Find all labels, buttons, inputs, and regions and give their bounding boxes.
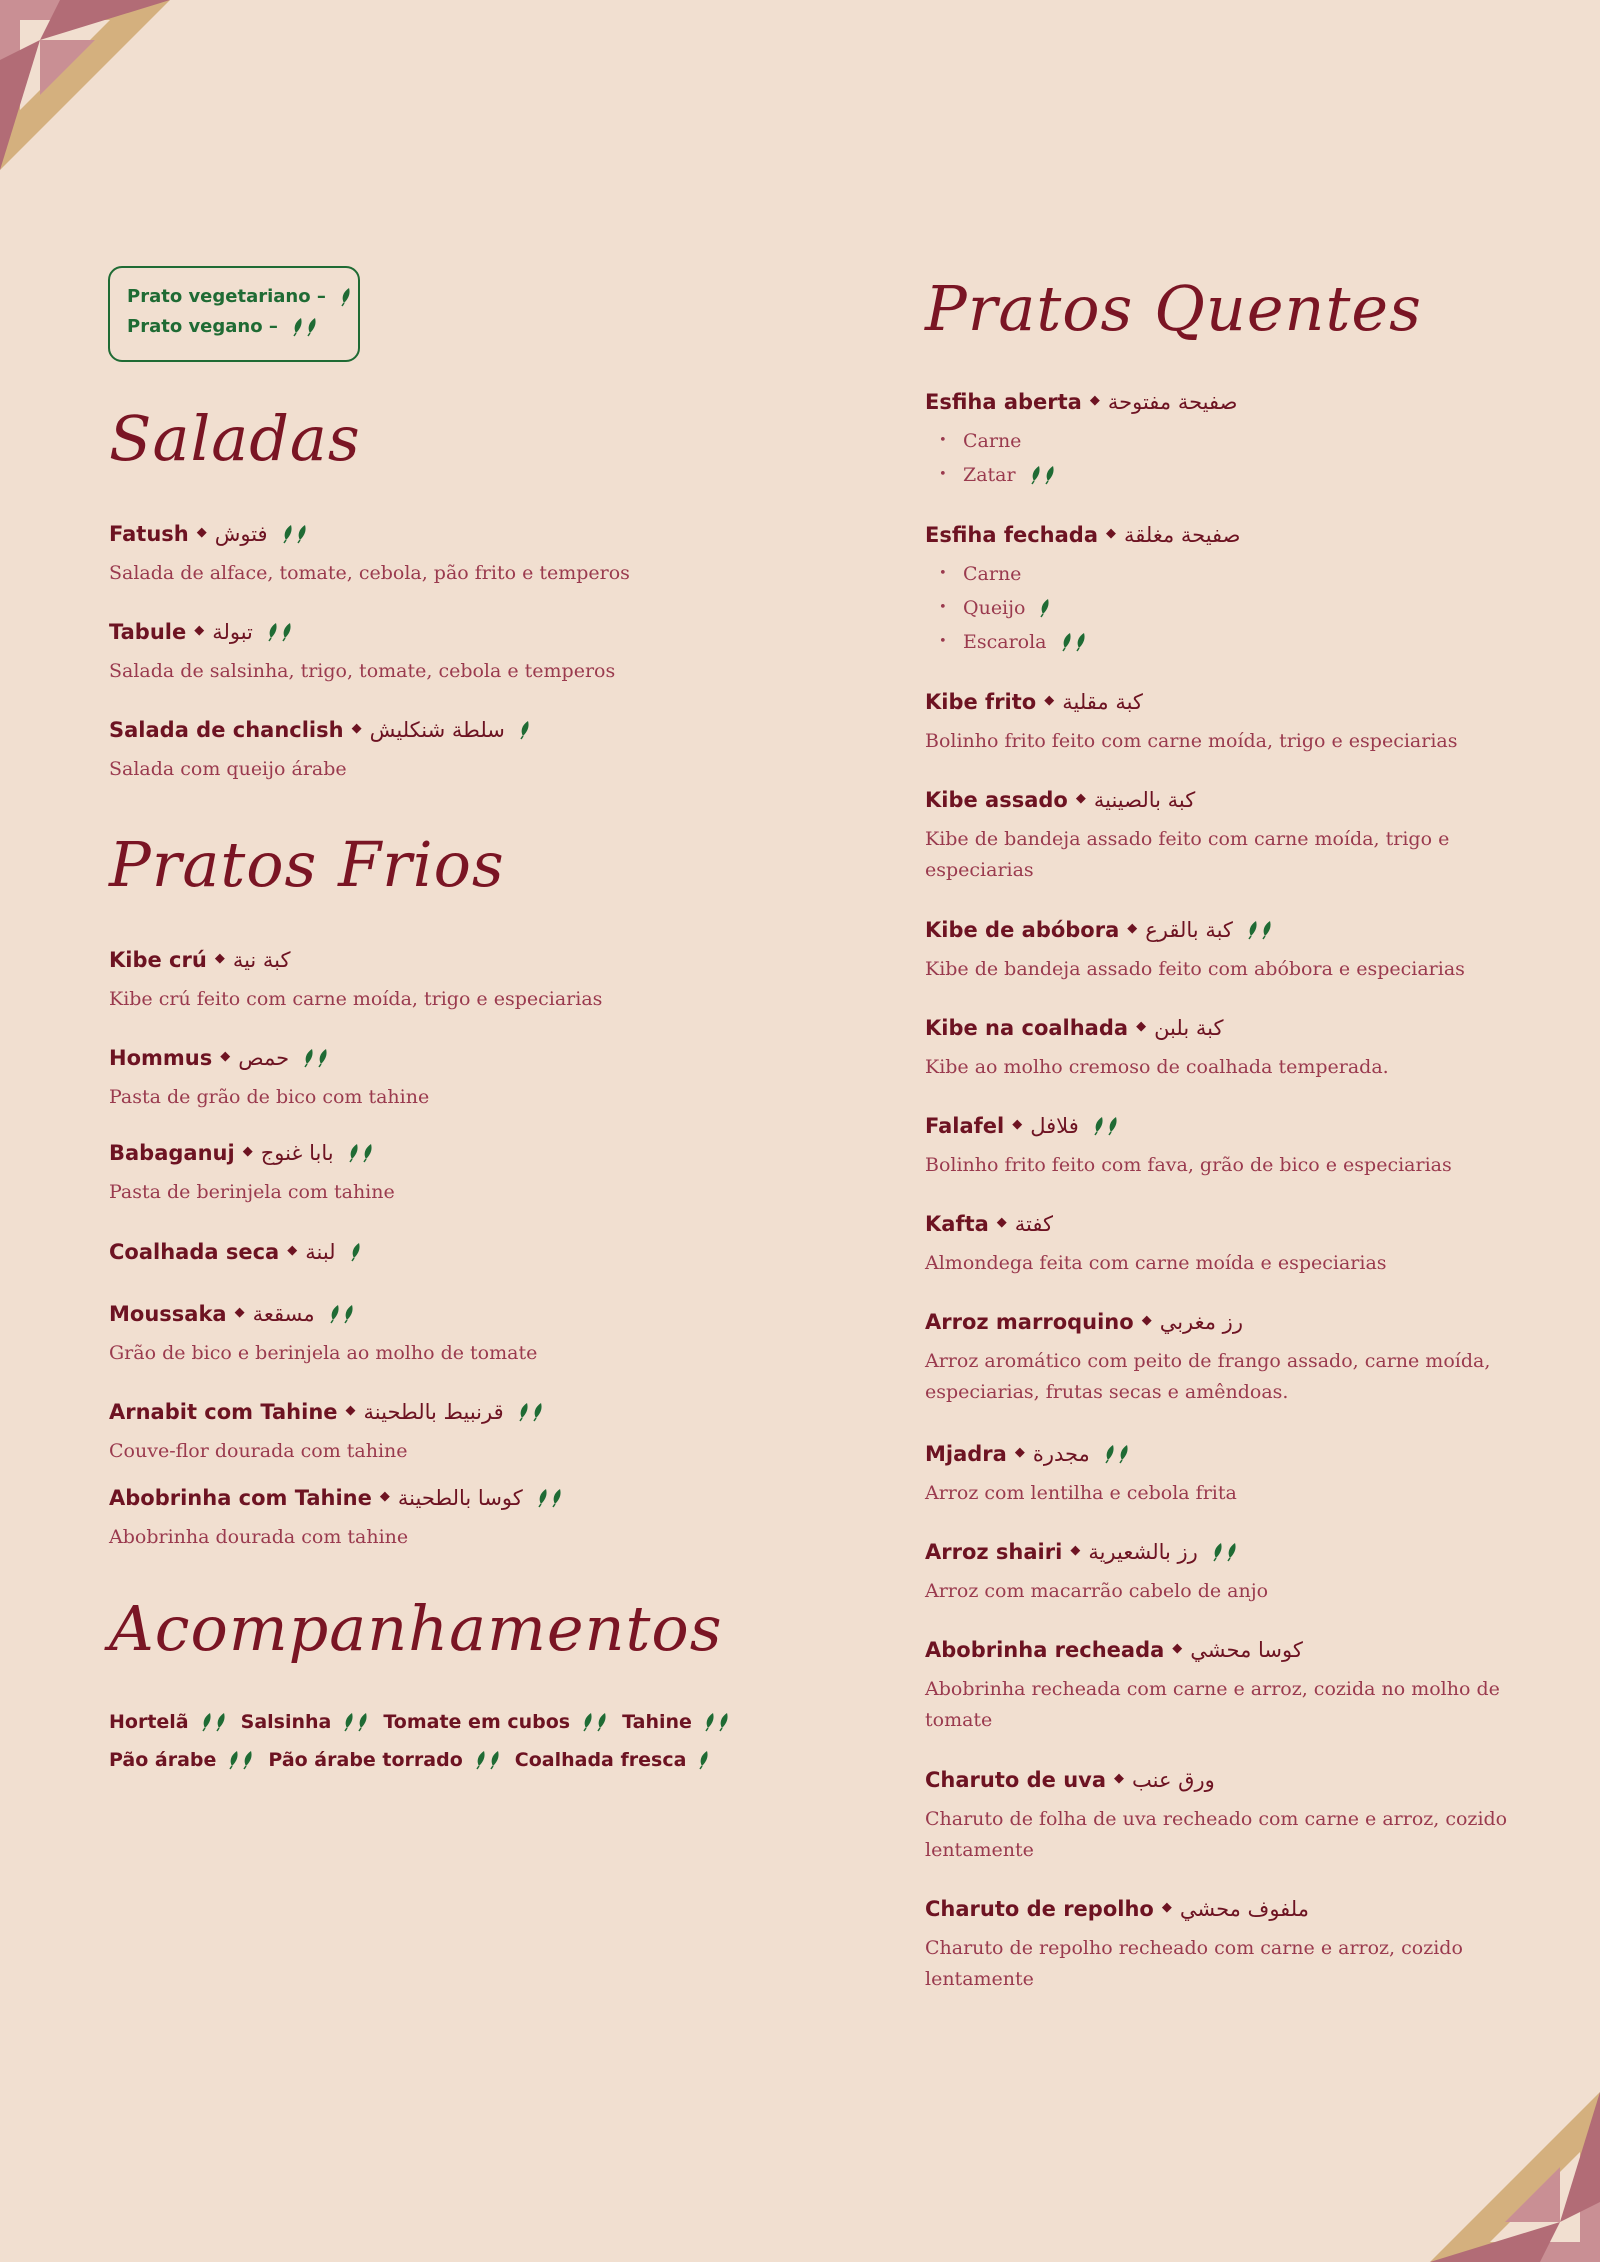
side-item-name: Coalhada fresca (514, 1749, 687, 1771)
dish-name: Charuto de repolho (925, 1897, 1154, 1921)
menu-item-title (925, 688, 1525, 716)
leaf-icon-group (280, 524, 308, 544)
separator-diamond-icon: ◆ (1172, 1641, 1183, 1656)
menu-item-title (925, 1766, 1525, 1794)
leaf-icon-group (341, 1712, 369, 1732)
legend-vegan (127, 312, 358, 342)
menu-item-title (109, 618, 729, 646)
leaf-icon-group (226, 1750, 254, 1770)
menu-item (925, 688, 1525, 757)
separator-diamond-icon: ◆ (242, 1144, 253, 1159)
leaf-icon-group (301, 1048, 329, 1068)
dish-description: Arroz aromático com peito de frango assado, carne moída, especiarias, frutas secas e amêndoas. (925, 1350, 1491, 1403)
menu-item (925, 786, 1525, 886)
leaf-icon (306, 317, 318, 337)
dish-name: Charuto de uva (925, 1768, 1107, 1792)
menu-item (109, 1398, 729, 1467)
legend-vegan-label: Prato vegano – (127, 316, 278, 337)
leaf-icon-group (580, 1712, 608, 1732)
leaf-icon-group (517, 720, 531, 740)
leaf-icon-group (516, 1402, 544, 1422)
dish-name: Arroz shairi (925, 1540, 1063, 1564)
dish-name: Kibe na coalhada (925, 1016, 1129, 1040)
dish-name-arabic: كبة بالقرع (1145, 918, 1233, 942)
leaf-icon (281, 622, 293, 642)
leaf-icon-group (290, 317, 318, 337)
leaf-icon (296, 524, 308, 544)
separator-diamond-icon: ◆ (1141, 1313, 1152, 1328)
leaf-icon (1030, 465, 1042, 485)
dish-option-label: • Queijo (963, 597, 1026, 619)
side-item (515, 1749, 711, 1771)
menu-item-title (925, 1014, 1525, 1042)
menu-item-title (925, 1308, 1525, 1336)
leaf-icon-group (696, 1750, 710, 1770)
menu-item-title (925, 521, 1525, 549)
separator-diamond-icon: ◆ (996, 1215, 1007, 1230)
side-item-name: Salsinha (240, 1711, 332, 1733)
leaf-icon (343, 1712, 355, 1732)
leaf-icon (1104, 1444, 1116, 1464)
leaf-icon-group (1102, 1444, 1130, 1464)
leaf-icon (551, 1488, 563, 1508)
dish-name-arabic: بابا غنوج (260, 1141, 334, 1165)
dish-name-arabic: حمص (238, 1046, 290, 1070)
separator-diamond-icon: ◆ (1044, 693, 1055, 708)
dish-name-arabic: ملفوف محشي (1179, 1897, 1310, 1921)
dish-description: Salada de alface, tomate, cebola, pão frito e temperos (109, 562, 630, 584)
sides-row (109, 1703, 744, 1741)
dish-option (925, 557, 1525, 591)
side-item (109, 1749, 254, 1771)
dish-name: Kibe de abóbora (925, 918, 1120, 942)
menu-item-title (925, 1112, 1525, 1140)
leaf-icon (1039, 598, 1051, 618)
leaf-icon (340, 287, 352, 307)
menu-item (109, 520, 729, 589)
separator-diamond-icon: ◆ (1106, 526, 1116, 541)
dish-name: Salada de chanclish (109, 718, 344, 742)
separator-diamond-icon: ◆ (351, 721, 362, 736)
separator-diamond-icon: ◆ (1136, 1019, 1147, 1034)
leaf-icon (242, 1750, 254, 1770)
dish-name: Arroz marroquino (925, 1310, 1134, 1334)
dish-description: Arroz com macarrão cabelo de anjo (925, 1580, 1269, 1602)
side-item (622, 1711, 730, 1733)
leaf-icon (317, 1048, 329, 1068)
leaf-icon-group (199, 1712, 227, 1732)
dish-description: Kibe crú feito com carne moída, trigo e especiarias (109, 988, 603, 1010)
dish-option-label: • Carne (963, 563, 1022, 585)
dish-name-arabic: قرنبيط بالطحينة (363, 1400, 504, 1424)
leaf-icon (1075, 632, 1087, 652)
separator-diamond-icon: ◆ (1114, 1771, 1125, 1786)
separator-diamond-icon: ◆ (1161, 1900, 1172, 1915)
dish-name: Babaganuj (109, 1141, 235, 1165)
menu-item (925, 1895, 1525, 1995)
leaf-icon-group (265, 622, 293, 642)
dish-name: Falafel (925, 1114, 1005, 1138)
separator-diamond-icon: ◆ (1012, 1117, 1023, 1132)
leaf-icon (1093, 1116, 1105, 1136)
dish-name: Fatush (109, 522, 189, 546)
separator-diamond-icon: ◆ (234, 1305, 245, 1320)
leaf-icon (292, 317, 304, 337)
side-item-name: Pão árabe (109, 1749, 217, 1771)
menu-item-title (109, 1398, 729, 1426)
side-item (383, 1711, 608, 1733)
dish-option (925, 591, 1525, 625)
corner-ornament-top-left (0, 0, 170, 170)
section-title-acompanhamentos: Acompanhamentos (109, 1592, 723, 1665)
dish-option (925, 424, 1525, 458)
leaf-icon-group (535, 1488, 563, 1508)
dish-description: Charuto de repolho recheado com carne e arroz, cozido lentamente (925, 1937, 1463, 1990)
menu-item (925, 1538, 1525, 1607)
dish-name: Mjadra (925, 1442, 1007, 1466)
menu-item (925, 1210, 1525, 1279)
dish-description: Bolinho frito feito com fava, grão de bico e especiarias (925, 1154, 1452, 1176)
dish-option (925, 625, 1525, 659)
dish-name-arabic: كفتة (1014, 1212, 1054, 1236)
menu-item (925, 388, 1525, 492)
leaf-icon (1061, 632, 1073, 652)
dish-description: Kibe de bandeja assado feito com abóbora e especiarias (925, 958, 1465, 980)
section-title-pratos-frios: Pratos Frios (109, 828, 505, 901)
leaf-icon-group (1210, 1542, 1238, 1562)
dish-name: Tabule (109, 620, 187, 644)
dish-description: Bolinho frito feito com carne moída, trigo e especiarias (925, 730, 1458, 752)
separator-diamond-icon: ◆ (1089, 393, 1100, 408)
menu-item-title (109, 1238, 729, 1266)
leaf-icon (228, 1750, 240, 1770)
leaf-icon-group (1059, 632, 1087, 652)
dish-name-arabic: كوسا بالطحينة (397, 1486, 523, 1510)
leaf-icon (718, 1712, 730, 1732)
menu-item-title (109, 716, 729, 744)
leaf-icon (282, 524, 294, 544)
leaf-icon (1261, 920, 1273, 940)
leaf-icon (582, 1712, 594, 1732)
dish-description: Salada de salsinha, trigo, tomate, cebola e temperos (109, 660, 616, 682)
dish-name: Esfiha fechada (925, 523, 1098, 547)
leaf-icon (329, 1304, 341, 1324)
sides-row (109, 1741, 744, 1779)
menu-item-title (109, 1139, 729, 1167)
menu-item (925, 521, 1525, 659)
dish-name: Kafta (925, 1212, 989, 1236)
leaf-icon-group (346, 1143, 374, 1163)
leaf-icon (303, 1048, 315, 1068)
menu-item (109, 1484, 729, 1553)
dish-name-arabic: كبة نية (232, 948, 291, 972)
menu-item-title (925, 1636, 1525, 1664)
leaf-icon (489, 1750, 501, 1770)
dish-name-arabic: صفيحة مفتوحة (1107, 390, 1238, 414)
side-item-name: Tomate em cubos (383, 1711, 571, 1733)
diet-legend (108, 266, 360, 362)
separator-diamond-icon: ◆ (220, 1049, 231, 1064)
dish-name-arabic: كوسا محشي (1190, 1638, 1303, 1662)
leaf-icon (348, 1143, 360, 1163)
dish-options (925, 424, 1525, 492)
dish-name-arabic: مسقعة (252, 1302, 315, 1326)
leaf-icon (596, 1712, 608, 1732)
leaf-icon (362, 1143, 374, 1163)
leaf-icon-group (1245, 920, 1273, 940)
dish-option-label: • Carne (963, 430, 1022, 452)
dish-name-arabic: رز مغربي (1159, 1310, 1243, 1334)
separator-diamond-icon: ◆ (345, 1403, 356, 1418)
dish-description: Kibe ao molho cremoso de coalhada temperada. (925, 1056, 1389, 1078)
dish-name: Arnabit com Tahine (109, 1400, 338, 1424)
menu-item-title (925, 1210, 1525, 1238)
menu-item (925, 1014, 1525, 1083)
leaf-icon-group (348, 1242, 362, 1262)
leaf-icon (357, 1712, 369, 1732)
dish-name: Abobrinha com Tahine (109, 1486, 372, 1510)
dish-name-arabic: كبة بالصينية (1093, 788, 1196, 812)
leaf-icon (343, 1304, 355, 1324)
leaf-icon (518, 1402, 530, 1422)
separator-diamond-icon: ◆ (196, 525, 207, 540)
menu-item-title (925, 1440, 1525, 1468)
dish-name: Kibe frito (925, 690, 1037, 714)
menu-item (925, 1766, 1525, 1866)
menu-item (109, 1300, 729, 1369)
dish-name-arabic: لبنة (305, 1240, 336, 1264)
side-item (109, 1711, 227, 1733)
leaf-icon (1107, 1116, 1119, 1136)
dish-name-arabic: صفيحة مغلقة (1124, 523, 1241, 547)
separator-diamond-icon: ◆ (1075, 791, 1086, 806)
corner-ornament-bottom-right (1430, 2092, 1600, 2262)
leaf-icon (704, 1712, 716, 1732)
leaf-icon (201, 1712, 213, 1732)
side-item (241, 1711, 370, 1733)
menu-item (925, 916, 1525, 985)
menu-item (925, 1112, 1525, 1181)
dish-description: Charuto de folha de uva recheado com carne e arroz, cozido lentamente (925, 1808, 1508, 1861)
menu-item (109, 1139, 729, 1208)
separator-diamond-icon: ◆ (1014, 1445, 1025, 1460)
dish-name-arabic: ورق عنب (1132, 1768, 1215, 1792)
leaf-icon (698, 1750, 710, 1770)
dish-description: Couve-flor dourada com tahine (109, 1440, 408, 1462)
menu-item-title (109, 520, 729, 548)
dish-name-arabic: سلطة شنكليش (369, 718, 505, 742)
leaf-icon (1044, 465, 1056, 485)
dish-name-arabic: كبة مقلية (1062, 690, 1143, 714)
leaf-icon (475, 1750, 487, 1770)
dish-description: Abobrinha recheada com carne e arroz, cozida no molho de tomate (925, 1678, 1500, 1731)
menu-item-title (925, 786, 1525, 814)
side-item-name: Tahine (622, 1711, 692, 1733)
dish-options (925, 557, 1525, 659)
dish-name: Moussaka (109, 1302, 227, 1326)
separator-diamond-icon: ◆ (287, 1243, 298, 1258)
leaf-icon (1212, 1542, 1224, 1562)
leaf-icon-group (473, 1750, 501, 1770)
dish-option-label: • Zatar (963, 464, 1016, 486)
menu-item (925, 1440, 1525, 1509)
dish-description: Pasta de grão de bico com tahine (109, 1086, 430, 1108)
menu-item (109, 946, 729, 1015)
menu-item (109, 716, 729, 785)
leaf-icon (1226, 1542, 1238, 1562)
dish-description: Salada com queijo árabe (109, 758, 347, 780)
menu-item-title (109, 1044, 729, 1072)
menu-item (925, 1308, 1525, 1408)
dish-name: Esfiha aberta (925, 390, 1082, 414)
legend-vegetarian (127, 282, 358, 312)
leaf-icon-group (1028, 465, 1056, 485)
section-title-pratos-quentes: Pratos Quentes (925, 272, 1422, 345)
dish-name-arabic: مجدرة (1032, 1442, 1090, 1466)
dish-description: Grão de bico e berinjela ao molho de tomate (109, 1342, 538, 1364)
sides-list (109, 1703, 744, 1779)
menu-item-title (925, 388, 1525, 416)
legend-vegetarian-label: Prato vegetariano – (127, 286, 326, 307)
menu-item-title (925, 1538, 1525, 1566)
leaf-icon (267, 622, 279, 642)
leaf-icon-group (1037, 598, 1051, 618)
dish-name: Abobrinha recheada (925, 1638, 1165, 1662)
menu-item-title (109, 1484, 729, 1512)
leaf-icon (350, 1242, 362, 1262)
dish-description: Abobrinha dourada com tahine (109, 1526, 409, 1548)
menu-item-title (925, 1895, 1525, 1923)
menu-item-title (109, 1300, 729, 1328)
side-item-name: Hortelã (109, 1711, 189, 1733)
leaf-icon (537, 1488, 549, 1508)
dish-option (925, 458, 1525, 492)
section-title-saladas: Saladas (109, 402, 361, 475)
leaf-icon (519, 720, 531, 740)
separator-diamond-icon: ◆ (194, 623, 205, 638)
menu-item-title (925, 916, 1525, 944)
leaf-icon-group (327, 1304, 355, 1324)
separator-diamond-icon: ◆ (214, 951, 225, 966)
dish-name-arabic: تبولة (212, 620, 253, 644)
side-item (268, 1749, 500, 1771)
dish-option-label: • Escarola (963, 631, 1047, 653)
dish-name: Kibe assado (925, 788, 1068, 812)
menu-item (109, 1238, 729, 1266)
side-item-name: Pão árabe torrado (268, 1749, 463, 1771)
separator-diamond-icon: ◆ (1070, 1543, 1081, 1558)
dish-name: Hommus (109, 1046, 213, 1070)
dish-name: Kibe crú (109, 948, 207, 972)
leaf-icon (1247, 920, 1259, 940)
dish-name-arabic: فلافل (1030, 1114, 1079, 1138)
dish-name: Coalhada seca (109, 1240, 280, 1264)
separator-diamond-icon: ◆ (1127, 921, 1138, 936)
dish-description: Arroz com lentilha e cebola frita (925, 1482, 1237, 1504)
menu-item (925, 1636, 1525, 1736)
dish-name-arabic: رز بالشعيرية (1088, 1540, 1198, 1564)
dish-name-arabic: كبة بلبن (1154, 1016, 1224, 1040)
leaf-icon-group (702, 1712, 730, 1732)
separator-diamond-icon: ◆ (379, 1489, 390, 1504)
menu-item (109, 618, 729, 687)
dish-description: Pasta de berinjela com tahine (109, 1181, 395, 1203)
menu-item-title (109, 946, 729, 974)
menu-item (109, 1044, 729, 1113)
leaf-icon (215, 1712, 227, 1732)
dish-name-arabic: فتوش (214, 522, 268, 546)
dish-description: Kibe de bandeja assado feito com carne moída, trigo e especiarias (925, 828, 1450, 881)
leaf-icon (1118, 1444, 1130, 1464)
leaf-icon-group (338, 287, 352, 307)
dish-description: Almondega feita com carne moída e especiarias (925, 1252, 1387, 1274)
leaf-icon-group (1091, 1116, 1119, 1136)
leaf-icon (532, 1402, 544, 1422)
